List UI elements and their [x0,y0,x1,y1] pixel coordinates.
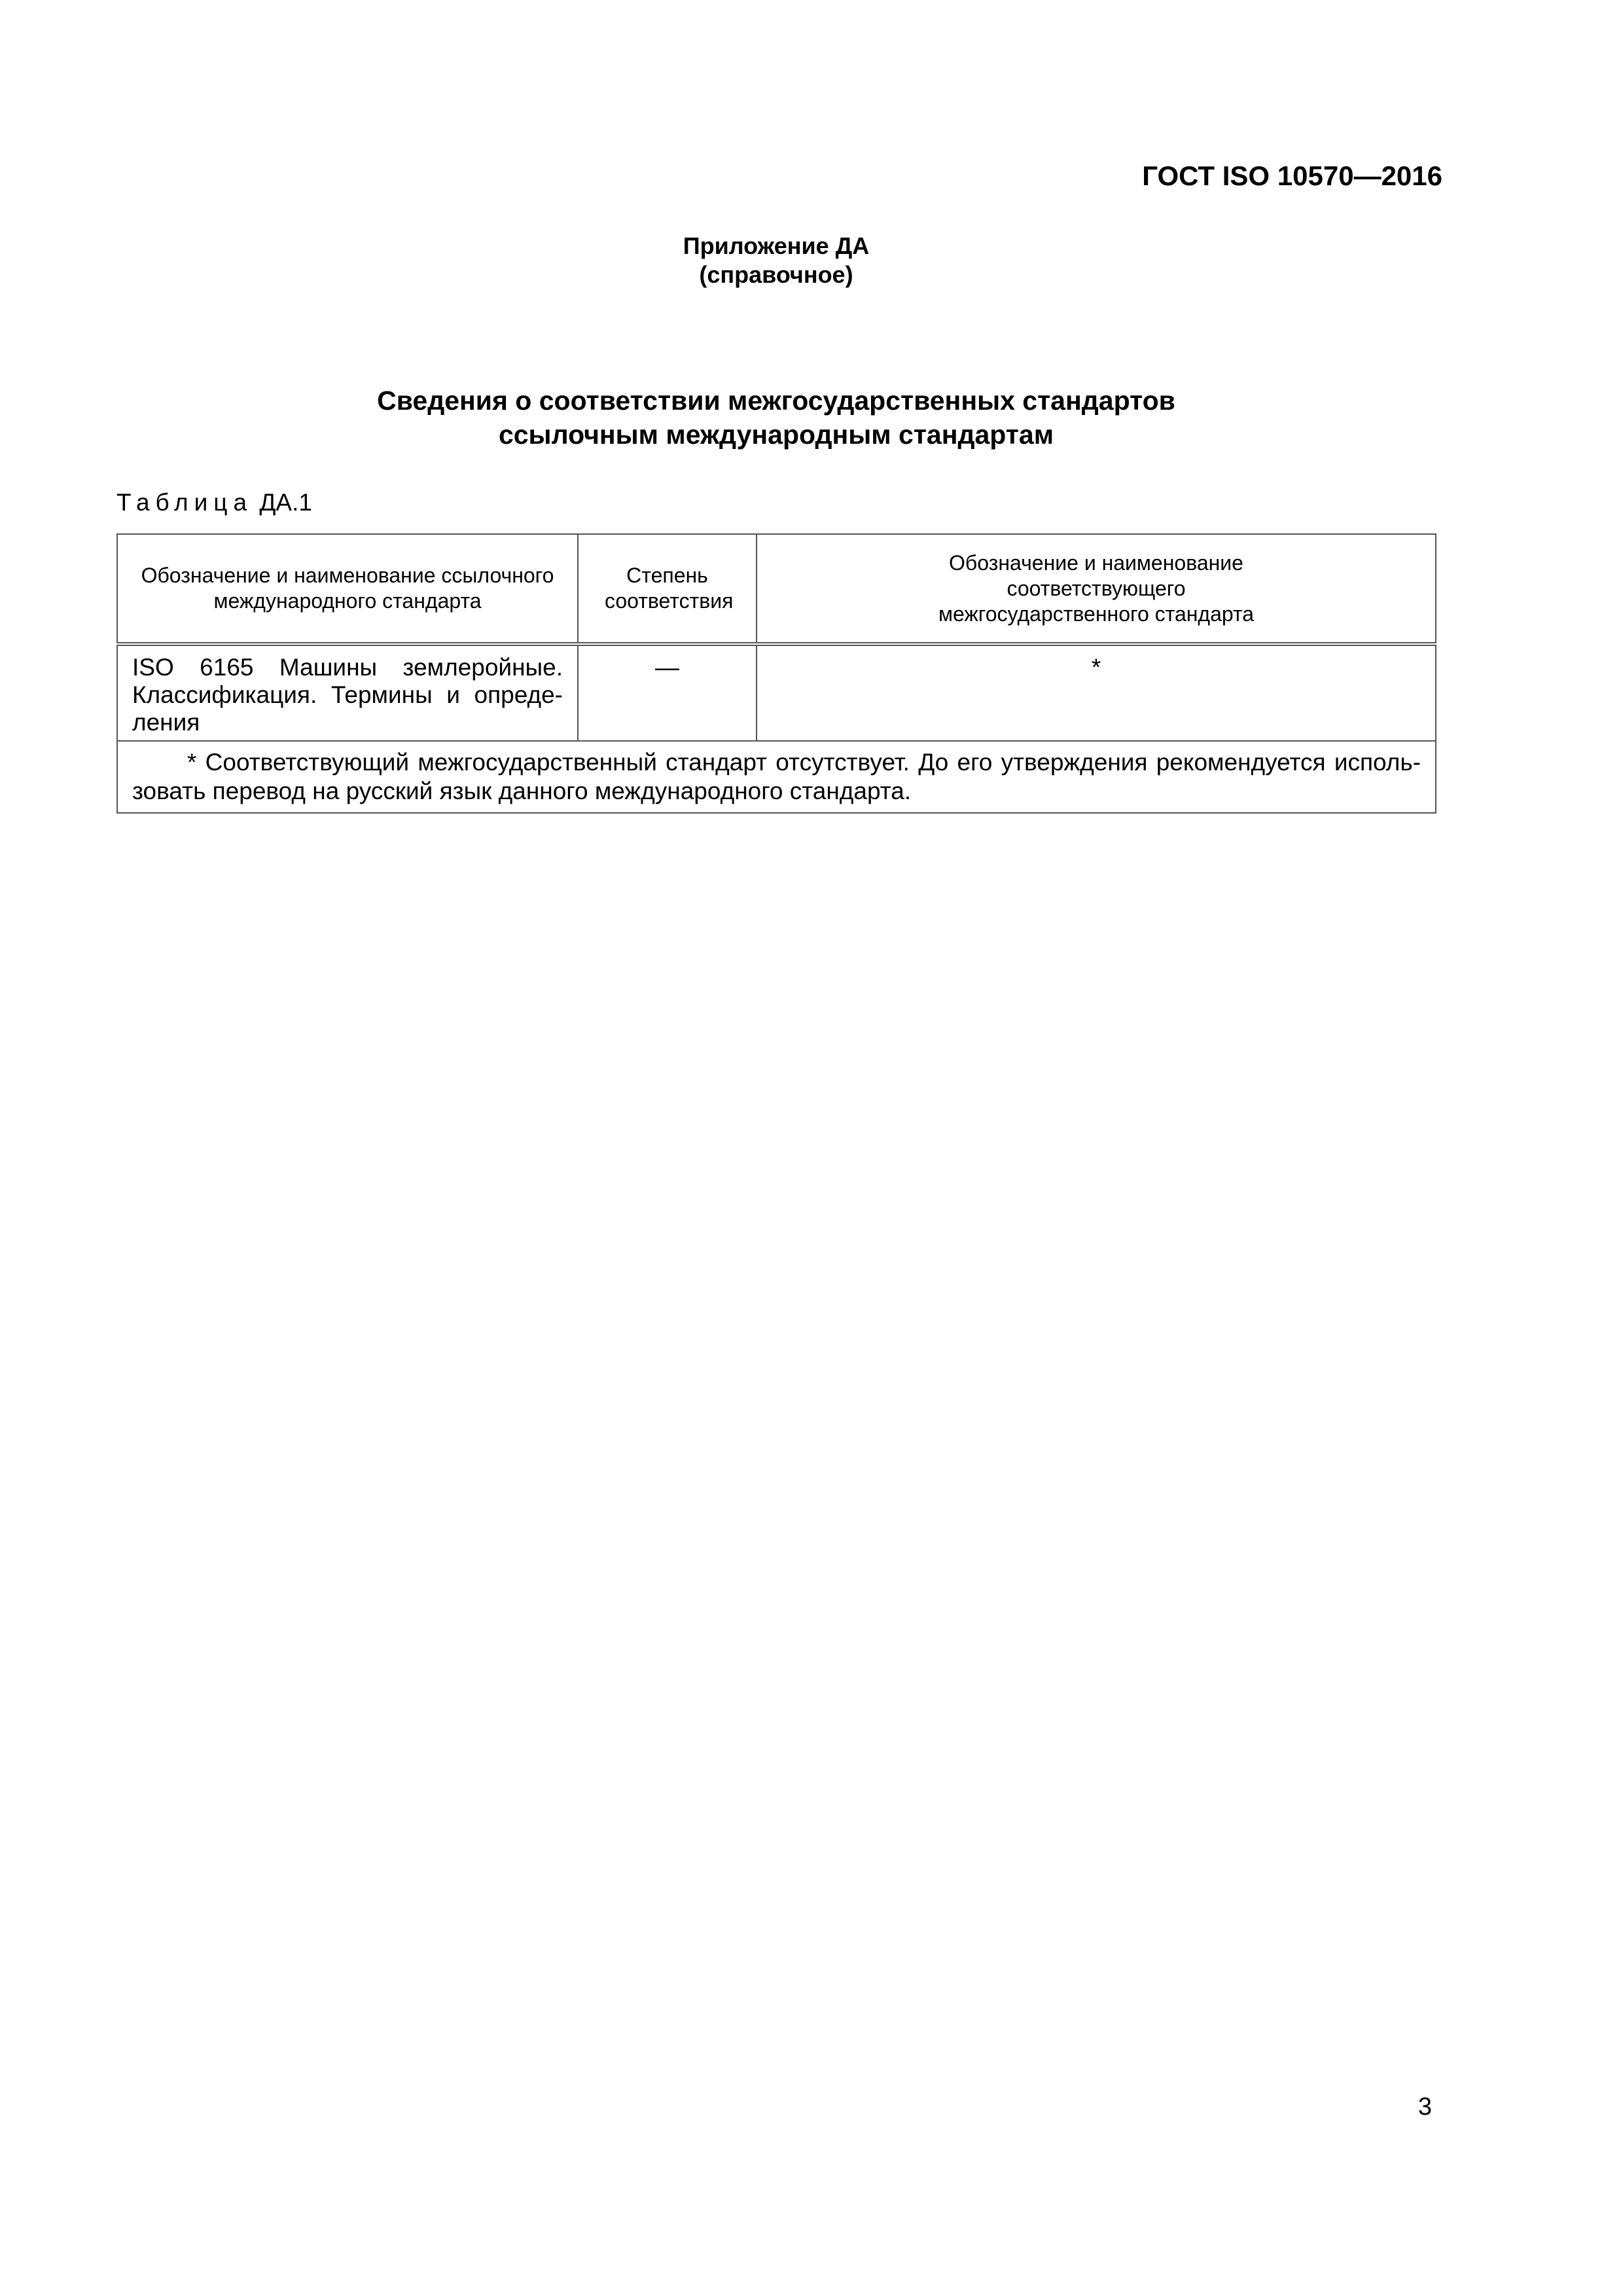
table-footnote-row [117,741,1436,813]
cell-reference-line-2: Классификация. Термины и опреде- [132,681,563,708]
page-number: 3 [1418,2093,1432,2121]
section-title [0,384,1552,452]
table-caption-number: ДА.1 [259,489,312,516]
table-header-row [117,534,1436,644]
header-degree-of-correspondence: Степень соответствия [578,534,757,644]
cell-reference-line-1: ISO 6165 Машины землеройные. [132,654,563,681]
section-title-line-2: ссылочным международным стандартам [498,420,1054,450]
table-row [117,644,1436,741]
appendix-heading [0,232,1552,289]
footnote-line-2: зовать перевод на русский язык данного международного стандарта. [132,778,912,804]
table-footnote [117,741,1436,813]
appendix-subtitle: (справочное) [699,261,853,288]
document-code: ГОСТ ISO 10570—2016 [1142,160,1442,191]
correspondence-table [116,533,1436,814]
footnote-line-1: * Соответствующий межгосударственный стандарт отсутствует. До его утверждения рекомендуется исполь- [187,749,1421,776]
cell-reference-line-3: ления [132,709,200,736]
cell-interstate-standard: * [757,644,1436,741]
header-reference-standard: Обозначение и наименование ссылочного международного стандарта [117,534,578,644]
cell-degree: — [578,644,757,741]
appendix-title: Приложение ДА [683,232,870,259]
cell-reference-standard [117,644,578,741]
table-caption-prefix: Таблица [116,489,253,516]
table-caption [116,488,312,517]
header-interstate-standard: Обозначение и наименование соответствующего межгосударственного стандарта [757,534,1436,644]
section-title-line-1: Сведения о соответствии межгосударственных стандартов [377,386,1175,416]
